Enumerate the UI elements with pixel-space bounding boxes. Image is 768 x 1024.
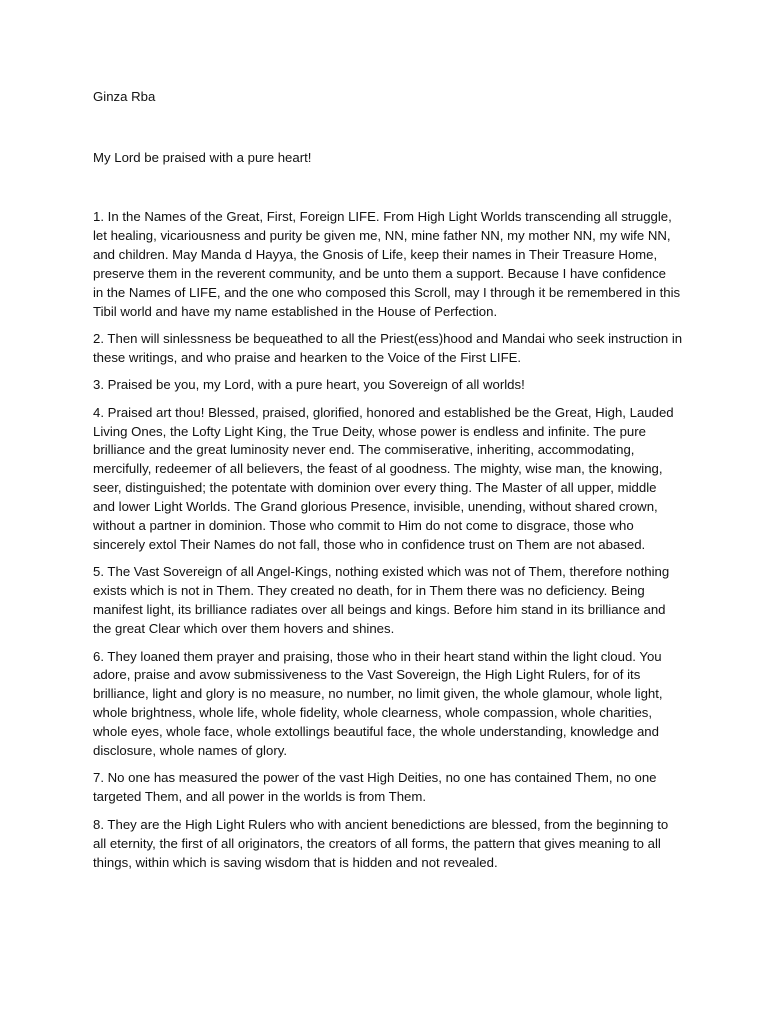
- text-line: let healing, vicariousness and purity be given me, NN, mine father NN, my mother NN, my wife NN,: [93, 227, 671, 243]
- paragraph: [93, 330, 683, 368]
- text-line: and children. May Manda d Hayya, the Gnosis of Life, keep their names in Their Treasure Home,: [93, 246, 658, 262]
- text-line: seer, distinguished; the potentate with dominion over every thing. The Master of all upper, middle: [93, 480, 657, 496]
- text-line: targeted Them, and all power in the worlds is from Them.: [93, 789, 427, 805]
- paragraph: [93, 208, 681, 321]
- document-body: [93, 208, 683, 881]
- text-line: without a partner in dominion. Those who commit to Him do not come to disgrace, those who: [93, 518, 634, 534]
- text-line: whole brightness, whole life, whole fidelity, whole clearness, whole compassion, whole charities,: [93, 705, 653, 721]
- text-line: Tibil world and have my name established in the House of Perfection.: [93, 303, 498, 319]
- text-line: adore, praise and avow submissiveness to the Vast Sovereign, the High Light Rulers, for of its: [93, 667, 641, 683]
- text-line: 7. No one has measured the power of the vast High Deities, no one has contained Them, no one: [93, 770, 657, 786]
- text-line: exists which is not in Them. They created no death, for in Them there was no deficiency. Being: [93, 583, 645, 599]
- text-line: whole eyes, whole face, whole extollings beautiful face, the whole understanding, knowledge and: [93, 724, 659, 740]
- paragraph: [93, 769, 678, 807]
- text-line: in the Names of LIFE, and the one who composed this Scroll, may I through it be remembered in this: [93, 284, 681, 300]
- text-line: 3. Praised be you, my Lord, with a pure heart, you Sovereign of all worlds!: [93, 377, 525, 393]
- paragraph: [93, 648, 678, 761]
- paragraph: [93, 404, 678, 555]
- text-line: Living Ones, the Lofty Light King, the True Deity, whose power is endless and infinite. The pure: [93, 423, 646, 439]
- paragraph: [93, 563, 678, 639]
- text-line: sincerely extol Their Names do not fall, those who in confidence trust on Them are not abased.: [93, 537, 646, 552]
- document-subtitle: My Lord be praised with a pure heart!: [93, 150, 312, 165]
- text-line: these writings, and who praise and hearken to the Voice of the First LIFE.: [93, 349, 522, 365]
- paragraph: [93, 376, 678, 395]
- text-line: all eternity, the first of all originators, the creators of all forms, the pattern that gives meaning to all: [93, 835, 661, 851]
- text-line: 8. They are the High Light Rulers who with ancient benedictions are blessed, from the beginning to: [93, 816, 669, 832]
- text-line: brilliance and the great luminosity never end. The commiserative, inheriting, accommodating,: [93, 442, 635, 458]
- text-line: 4. Praised art thou! Blessed, praised, glorified, honored and established be the Great, High, Lauded: [93, 404, 674, 420]
- text-line: disclosure, whole names of glory.: [93, 743, 287, 759]
- text-line: mercifully, redeemer of all believers, the feast of al goodness. The mighty, wise man, the knowing,: [93, 461, 663, 477]
- text-line: 2. Then will sinlessness be bequeathed to all the Priest(ess)hood and Mandai who seek instruction in: [93, 330, 683, 346]
- document-title: Ginza Rba: [93, 89, 156, 104]
- text-line: 6. They loaned them prayer and praising, those who in their heart stand within the light cloud. You: [93, 648, 662, 664]
- text-line: things, within which is saving wisdom that is hidden and not revealed.: [93, 854, 498, 870]
- text-line: and lower Light Worlds. The Grand glorious Presence, invisible, unending, without shared crown,: [93, 499, 658, 515]
- text-line: 1. In the Names of the Great, First, Foreign LIFE. From High Light Worlds transcending all struggle,: [93, 209, 672, 224]
- paragraph: [93, 816, 678, 873]
- text-line: manifest light, its brilliance radiates over all beings and kings. Before him stand in its brilliance and: [93, 602, 666, 618]
- text-line: the great Clear which over them hovers and shines.: [93, 621, 395, 637]
- text-line: brilliance, light and glory is no measure, no number, no limit given, the whole glamour, whole light,: [93, 686, 663, 702]
- text-line: 5. The Vast Sovereign of all Angel-Kings, nothing existed which was not of Them, therefore nothing: [93, 564, 670, 580]
- text-line: preserve them in the reverent community, and be unto them a support. Because I have confidence: [93, 265, 667, 281]
